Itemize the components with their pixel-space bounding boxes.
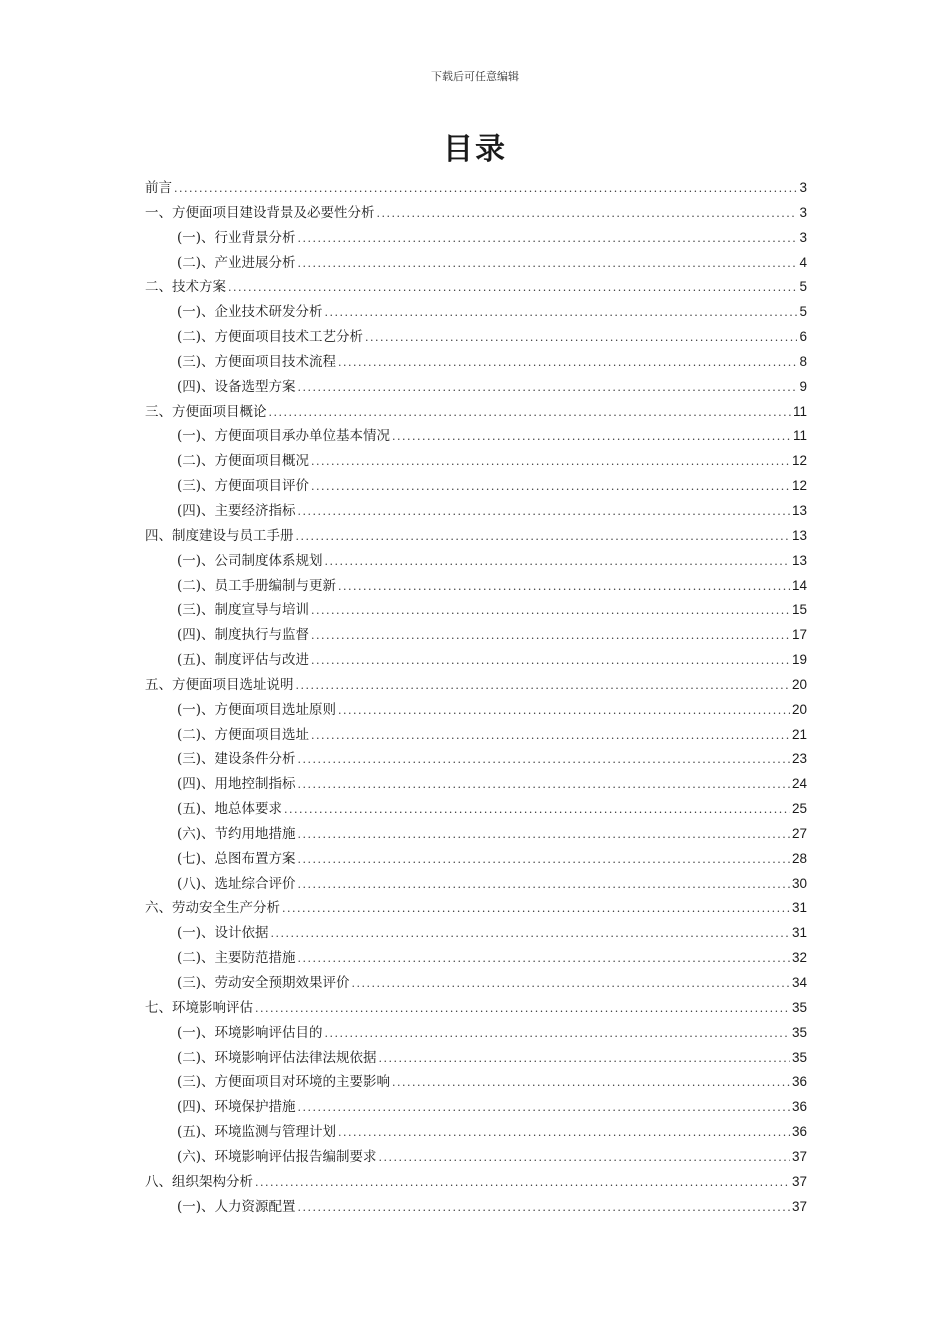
toc-entry-title: 二、技术方案 [145,279,226,296]
toc-page-number: 15 [791,602,807,618]
toc-subsection-link[interactable] [145,971,807,996]
toc-subsection-link[interactable] [145,822,807,847]
toc-page-number: 32 [791,950,807,966]
toc-entry-title: (二)、主要防范措施 [177,950,296,967]
dot-leader [311,450,790,475]
toc-subsection-link[interactable] [145,574,807,599]
toc-page-number: 37 [791,1148,807,1164]
toc-page-number: 35 [791,999,807,1015]
toc-entry-title: (三)、建设条件分析 [177,751,296,768]
toc-entry-title: (三)、方便面项目评价 [177,478,310,495]
toc-section-link[interactable] [145,1170,807,1195]
toc-page-number: 9 [799,378,807,394]
toc-page-number: 3 [799,229,807,245]
toc-subsection-link[interactable] [145,375,807,400]
toc-entry-title: (六)、环境影响评估报告编制要求 [177,1148,377,1165]
toc-entry-title: (二)、员工手册编制与更新 [177,577,337,594]
toc-entry-title: (七)、总图布置方案 [177,850,296,867]
toc-section-link[interactable] [145,275,807,300]
toc-entry-title: (一)、企业技术研发分析 [177,304,323,321]
toc-entry-title: (二)、产业进展分析 [177,254,296,271]
toc-entry-title: (三)、方便面项目技术流程 [177,353,337,370]
toc-page-number: 24 [791,776,807,792]
dot-leader [352,972,790,997]
toc-subsection-link[interactable] [145,424,807,449]
dot-leader [338,699,790,724]
toc-page-number: 37 [791,1198,807,1214]
table-of-contents [145,176,807,1219]
toc-subsection-link[interactable] [145,847,807,872]
toc-section-link[interactable] [145,673,807,698]
toc-page-number: 11 [792,428,807,444]
dot-leader [311,475,790,500]
toc-subsection-link[interactable] [145,623,807,648]
toc-subsection-link[interactable] [145,698,807,723]
toc-subsection-link[interactable] [145,474,807,499]
toc-page-number: 31 [791,900,807,916]
toc-entry-title: (二)、方便面项目选址 [177,726,310,743]
toc-subsection-link[interactable] [145,325,807,350]
toc-page-number: 37 [791,1173,807,1189]
toc-page-number: 13 [791,502,807,518]
toc-subsection-link[interactable] [145,648,807,673]
dot-leader [228,276,797,301]
toc-subsection-link[interactable] [145,1120,807,1145]
dot-leader [298,848,790,873]
toc-entry-title: (四)、主要经济指标 [177,502,296,519]
dot-leader [311,724,790,749]
toc-page-number: 8 [799,353,807,369]
toc-entry-title: (二)、方便面项目技术工艺分析 [177,329,364,346]
toc-subsection-link[interactable] [145,226,807,251]
dot-leader [298,1196,790,1221]
toc-entry-title: (一)、设计依据 [177,925,269,942]
toc-subsection-link[interactable] [145,1195,807,1220]
toc-entry-title: (五)、制度评估与改进 [177,652,310,669]
toc-subsection-link[interactable] [145,251,807,276]
dot-leader [296,674,790,699]
toc-page-number: 36 [791,1124,807,1140]
toc-entry-title: (一)、方便面项目选址原则 [177,701,337,718]
toc-page-number: 20 [791,701,807,717]
toc-entry-title: 六、劳动安全生产分析 [145,900,280,917]
toc-subsection-link[interactable] [145,747,807,772]
toc-page-number: 14 [791,577,807,593]
toc-page-number: 6 [799,329,807,345]
toc-entry-title: 五、方便面项目选址说明 [145,676,294,693]
page-title: 目录 [443,132,507,167]
dot-leader [298,376,798,401]
dot-leader [338,1121,790,1146]
dot-leader [379,1047,790,1072]
dot-leader [298,873,790,898]
toc-entry-title: (四)、设备选型方案 [177,378,296,395]
dot-leader [365,326,797,351]
toc-entry-title: (二)、方便面项目概况 [177,453,310,470]
toc-section-link[interactable] [145,400,807,425]
toc-section-link[interactable] [145,524,807,549]
toc-entry-title: (五)、地总体要求 [177,801,283,818]
dot-leader [325,1022,790,1047]
toc-entry-title: (三)、劳动安全预期效果评价 [177,975,350,991]
dot-leader [298,748,790,773]
dot-leader [338,351,797,376]
toc-entry-title: (四)、用地控制指标 [177,776,296,793]
toc-entry-title: (六)、节约用地措施 [177,825,296,842]
toc-subsection-link[interactable] [145,300,807,325]
toc-page-number: 3 [799,204,807,220]
toc-entry-title: 前言 [145,180,172,196]
toc-entry-title: (四)、环境保护措施 [177,1099,296,1116]
toc-page-number: 30 [791,875,807,891]
dot-leader [284,798,790,823]
dot-leader [311,599,790,624]
toc-page-number: 5 [799,279,807,295]
dot-leader [377,202,798,227]
toc-entry-title: (二)、环境影响评估法律法规依据 [177,1049,377,1066]
toc-entry-title: (一)、人力资源配置 [177,1198,296,1215]
dot-leader [298,947,790,972]
toc-entry-title: 三、方便面项目概论 [145,403,267,420]
dot-leader [174,177,797,202]
dot-leader [255,997,790,1022]
dot-leader [338,575,790,600]
toc-page-number: 19 [791,652,807,668]
dot-leader [298,823,790,848]
toc-subsection-link[interactable] [145,549,807,574]
toc-page-number: 13 [791,552,807,568]
toc-page-number: 21 [791,726,807,742]
toc-subsection-link[interactable] [145,1145,807,1170]
toc-entry-title: 七、环境影响评估 [145,999,253,1016]
toc-entry-title: 一、方便面项目建设背景及必要性分析 [145,204,375,221]
toc-page-number: 36 [791,1099,807,1115]
toc-entry-title: (一)、方便面项目承办单位基本情况 [177,428,391,445]
toc-entry-title: 八、组织架构分析 [145,1173,253,1190]
dot-leader [325,301,798,326]
dot-leader [311,624,790,649]
dot-leader [255,1171,790,1196]
dot-leader [311,649,790,674]
toc-page-number: 31 [791,925,807,941]
toc-entry-title: (三)、制度宣导与培训 [177,602,310,619]
dot-leader [298,773,790,798]
toc-page-number: 25 [791,801,807,817]
toc-page-number: 23 [791,751,807,767]
dot-leader [392,1071,790,1096]
toc-entry-title: (三)、方便面项目对环境的主要影响 [177,1074,391,1091]
toc-subsection-link[interactable] [145,946,807,971]
toc-section-link[interactable] [145,896,807,921]
toc-subsection-link[interactable] [145,1046,807,1071]
toc-entry-title: (八)、选址综合评价 [177,875,296,892]
toc-page-number: 13 [791,527,807,543]
dot-leader [392,425,791,450]
dot-leader [298,500,790,525]
toc-page-number: 4 [799,254,807,270]
toc-page-number: 34 [791,975,807,990]
toc-page-number: 20 [791,676,807,692]
toc-page-number: 36 [791,1074,807,1090]
toc-entry-title: (一)、公司制度体系规划 [177,552,323,569]
toc-subsection-link[interactable] [145,499,807,524]
toc-page-number: 12 [791,478,807,494]
header-note: 下载后可任意编辑 [431,70,519,83]
toc-section-link[interactable] [145,201,807,226]
toc-subsection-link[interactable] [145,1095,807,1120]
toc-page-number: 27 [791,825,807,841]
toc-page-number: 3 [799,180,807,195]
dot-leader [298,227,798,252]
toc-subsection-link[interactable] [145,1070,807,1095]
toc-section-link[interactable] [145,996,807,1021]
toc-page-number: 17 [791,627,807,643]
toc-page-number: 5 [799,304,807,320]
toc-subsection-link[interactable] [145,797,807,822]
dot-leader [282,897,790,922]
toc-entry-title: (五)、环境监测与管理计划 [177,1124,337,1141]
dot-leader [271,922,790,947]
toc-page-number: 28 [791,850,807,866]
dot-leader [298,1096,790,1121]
dot-leader [325,550,790,575]
toc-subsection-link[interactable] [145,872,807,897]
dot-leader [298,252,798,277]
toc-page-number: 35 [791,1024,807,1040]
toc-page-number: 35 [791,1049,807,1065]
toc-entry-title: 四、制度建设与员工手册 [145,527,294,544]
toc-page-number: 12 [791,453,807,469]
toc-subsection-link[interactable] [145,723,807,748]
toc-entry-title: (一)、行业背景分析 [177,229,296,246]
dot-leader [379,1146,790,1171]
toc-section-link[interactable] [145,176,807,201]
toc-subsection-link[interactable] [145,449,807,474]
toc-entry-title: (一)、环境影响评估目的 [177,1024,323,1041]
toc-subsection-link[interactable] [145,350,807,375]
toc-subsection-link[interactable] [145,1021,807,1046]
toc-subsection-link[interactable] [145,598,807,623]
toc-entry-title: (四)、制度执行与监督 [177,627,310,644]
toc-subsection-link[interactable] [145,921,807,946]
toc-page-number: 11 [792,403,807,419]
toc-subsection-link[interactable] [145,772,807,797]
dot-leader [269,401,791,426]
dot-leader [296,525,790,550]
